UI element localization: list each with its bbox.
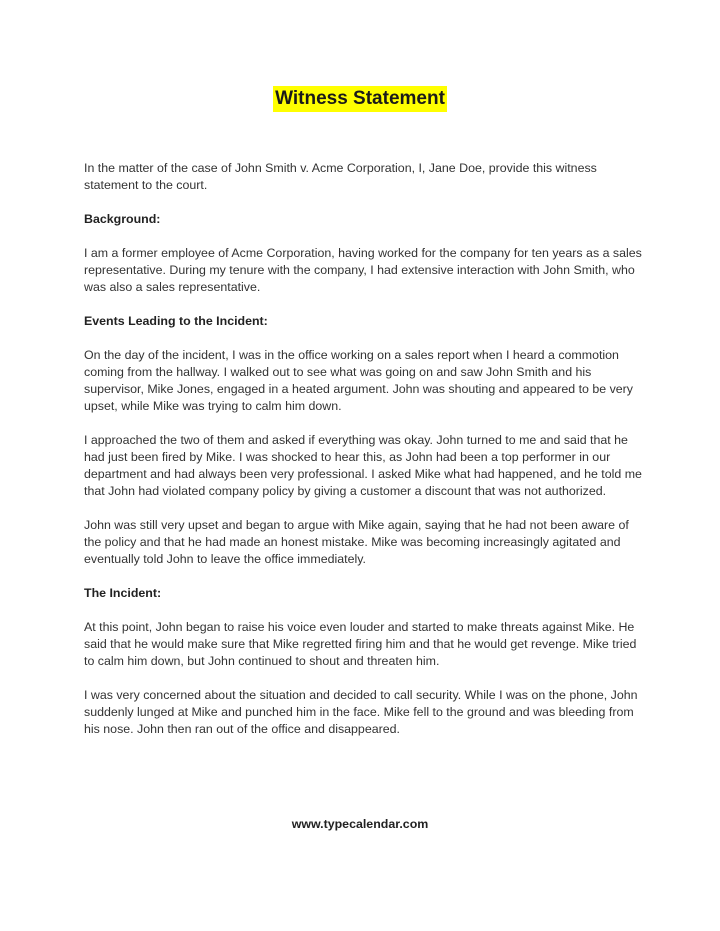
intro-paragraph: In the matter of the case of John Smith v. Acme Corporation, I, Jane Doe, provide this witness statement to the court. — [84, 161, 597, 192]
document-body — [84, 160, 644, 755]
section-heading-incident: The Incident: — [84, 586, 162, 600]
section-heading-events: Events Leading to the Incident: — [84, 314, 268, 328]
background-paragraph-1: I am a former employee of Acme Corporation, having worked for the company for ten years as a sales representative. During my tenure with the company, I had extensive interaction with John Smith, who was also a sales representative. — [84, 246, 642, 294]
document-title: Witness Statement — [273, 86, 447, 112]
section-heading-background: Background: — [84, 212, 161, 226]
footer-url[interactable]: www.typecalendar.com — [291, 817, 429, 831]
title-wrapper — [0, 86, 720, 112]
incident-paragraph-1: At this point, John began to raise his voice even louder and started to make threats against Mike. He said that he would make sure that Mike regretted firing him and that he would get revenge. Mike tried to calm him down, but John continued to shout and threaten him. — [84, 620, 637, 668]
incident-paragraph-2: I was very concerned about the situation and decided to call security. While I was on the phone, John suddenly lunged at Mike and punched him in the face. Mike fell to the ground and was bleeding from his nose. John then ran out of the office and disappeared. — [84, 688, 638, 736]
events-paragraph-2: I approached the two of them and asked if everything was okay. John turned to me and said that he had just been fired by Mike. I was shocked to hear this, as John had been a top performer in our department and had always been very professional. I asked Mike what had happened, and he told me that John had violated company policy by giving a customer a discount that was not authorized. — [84, 433, 642, 498]
events-paragraph-1: On the day of the incident, I was in the office working on a sales report when I heard a commotion coming from the hallway. I walked out to see what was going on and saw John Smith and his supervisor, Mike Jones, engaged in a heated argument. John was shouting and appeared to be very upset, while Mike was trying to calm him down. — [84, 348, 633, 413]
events-paragraph-3: John was still very upset and began to argue with Mike again, saying that he had not been aware of the policy and that he had made an honest mistake. Mike was becoming increasingly agitated and eventually told John to leave the office immediately. — [84, 518, 629, 566]
